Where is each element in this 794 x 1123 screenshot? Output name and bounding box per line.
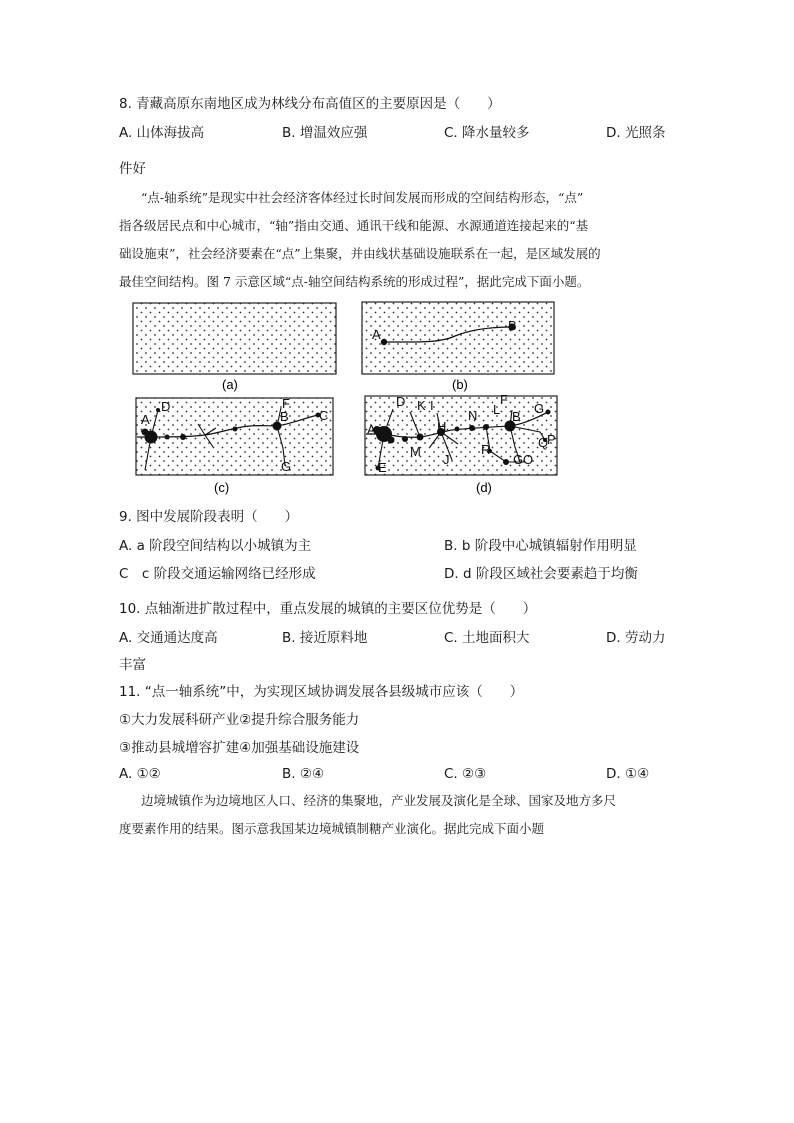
label-b-b: B [508, 318, 517, 333]
q11-option-c: C. ②③ [444, 766, 487, 782]
passage-border-town [119, 787, 679, 843]
panel-d [365, 392, 557, 495]
q9-stem: 9. 图中发展阶段表明（ ） [119, 509, 299, 525]
panel-c [136, 396, 333, 495]
panel-b [362, 302, 554, 392]
passage2-line-2: 度要素作用的结果。图示意我国某边境城镇制糖产业演化。据此完成下面小题 [119, 821, 545, 836]
label-c-f: F [282, 396, 290, 411]
q8-option-b: B. 增温效应强 [282, 125, 368, 141]
q11-option-b: B. ②④ [282, 766, 325, 782]
label-d-d: D [396, 394, 406, 409]
caption-a: (a) [222, 377, 238, 392]
label-d-j: J [443, 452, 450, 467]
label-d-o: O [523, 452, 534, 467]
q9-option-c: C c 阶段交通运输网络已经形成 [119, 566, 316, 582]
q10-option-d-wrap: 丰富 [119, 657, 146, 673]
q8-option-d: D. 光照条 [606, 125, 666, 141]
label-d-g-bottom: G [513, 452, 524, 467]
label-d-b: B [512, 409, 521, 424]
label-d-l: L [493, 402, 501, 417]
label-d-m: M [410, 444, 421, 459]
label-d-a: A [367, 422, 376, 437]
passage1-line-4: 最佳空间结构。图 7 示意区域“点-轴空间结构系统的形成过程”，据此完成下面小题。 [119, 274, 590, 289]
label-c-a: A [141, 412, 150, 427]
label-c-d: D [161, 399, 171, 414]
figure-point-axis-stages [0, 0, 794, 520]
label-c-g: G [281, 459, 292, 474]
label-d-h: H [437, 419, 447, 434]
q8-option-c: C. 降水量较多 [444, 125, 530, 141]
passage1-line-1: “点-轴系统”是现实中社会经济客体经过长时间发展而形成的空间结构形态，“点” [141, 190, 584, 205]
label-d-f: F [500, 392, 508, 407]
caption-b: (b) [452, 377, 468, 392]
q8-option-a: A. 山体海拔高 [119, 125, 205, 141]
label-b-a: A [372, 327, 381, 342]
passage1-line-3: 础设施束”，社会经济要素在“点”上集聚，并由线状基础设施联系在一起，是区域发展的 [119, 246, 601, 261]
q10-option-d: D. 劳动力 [606, 630, 666, 646]
label-d-i: I [430, 398, 434, 413]
q9-option-b: B. b 阶段中心城镇辐射作用明显 [444, 538, 637, 554]
label-c-c: C [319, 408, 329, 423]
label-d-n: N [468, 408, 478, 423]
label-c-b: B [280, 409, 289, 424]
passage2-line-1: 边境城镇作为边境地区人口、经济的集聚地，产业发展及演化是全球、国家及地方多尺 [141, 793, 617, 808]
label-d-e: E [378, 460, 387, 475]
q10-stem: 10. 点轴渐进扩散过程中，重点发展的城镇的主要区位优势是（ ） [119, 601, 537, 617]
label-d-g-top: G [534, 401, 545, 416]
q10-option-b: B. 接近原料地 [282, 630, 368, 646]
label-d-k: K [417, 398, 426, 413]
label-d-p: P [547, 432, 556, 447]
q10-option-a: A. 交通通达度高 [119, 630, 218, 646]
q11-option-a: A. ①② [119, 766, 161, 782]
q10-option-c: C. 土地面积大 [444, 630, 530, 646]
q8-stem: 8. 青藏高原东南地区成为林线分布高值区的主要原因是（ ） [119, 96, 501, 112]
label-d-r: R [481, 442, 491, 457]
caption-c: (c) [214, 480, 230, 495]
q11-item-line-2: ③推动县城增容扩建④加强基础设施建设 [119, 740, 360, 756]
panel-a [133, 303, 336, 392]
q11-stem: 11. “点一轴系统”中，为实现区域协调发展各县级城市应该（ ） [119, 684, 524, 700]
q9-option-a: A. a 阶段空间结构以小城镇为主 [119, 538, 312, 554]
caption-d: (d) [476, 480, 492, 495]
q8-option-d-wrap: 件好 [119, 161, 146, 177]
label-d-q: Q [538, 435, 549, 450]
passage1-line-2: 指各级居民点和中心城市，“轴”指由交通、通讯干线和能源、水源通道连接起来的“基 [119, 218, 589, 233]
q11-option-d: D. ①④ [606, 766, 650, 782]
q9-option-d: D. d 阶段区域社会要素趋于均衡 [444, 566, 638, 582]
q11-item-line-1: ①大力发展科研产业②提升综合服务能力 [119, 712, 360, 728]
